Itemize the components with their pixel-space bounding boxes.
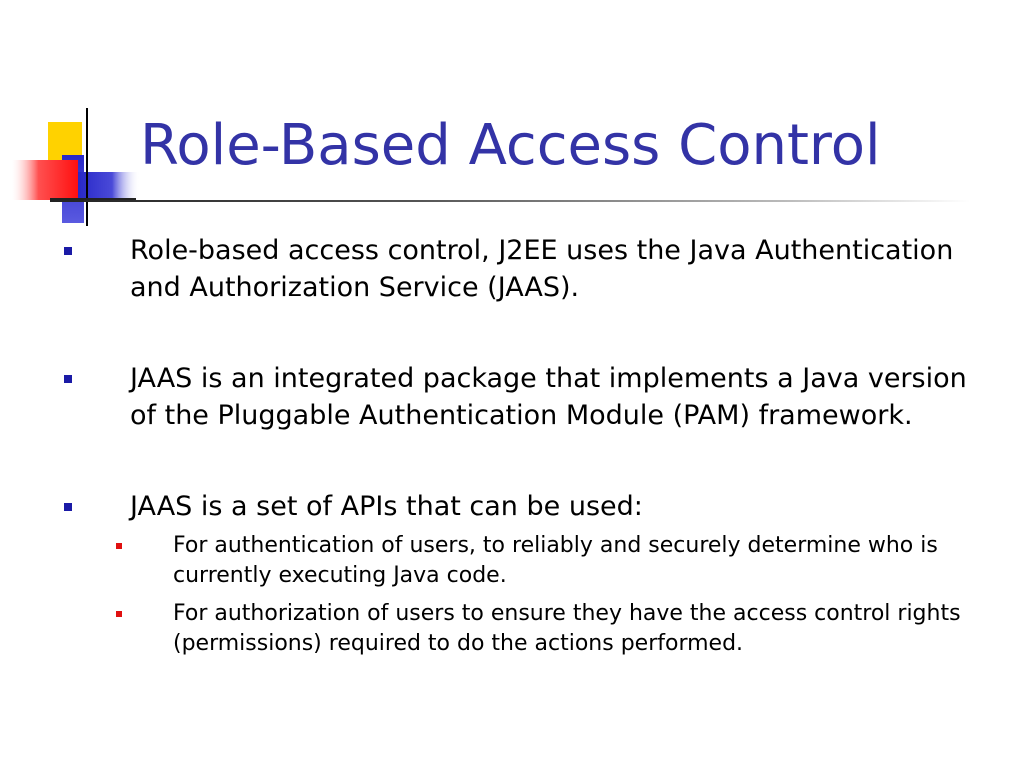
bullet-text: Role-based access control, J2EE uses the Java Authentication and Authorization Service (JAAS). xyxy=(130,235,954,303)
title-divider xyxy=(50,200,970,202)
slide-logo-graphic xyxy=(0,100,140,230)
square-subbullet-icon xyxy=(116,611,122,617)
bullet-text: JAAS is a set of APIs that can be used: xyxy=(130,491,643,522)
subbullet-item xyxy=(173,599,1003,659)
bullet-item xyxy=(130,232,970,306)
square-bullet-icon xyxy=(64,247,72,255)
subbullet-text: For authorization of users to ensure they have the access control rights (permissions) required to do the actions performed. xyxy=(173,601,961,656)
subbullet-text: For authentication of users, to reliably and securely determine who is currently executing Java code. xyxy=(173,533,938,588)
bullet-list xyxy=(0,232,1024,659)
subbullet-item xyxy=(173,531,1003,591)
bullet-text: JAAS is an integrated package that implements a Java version of the Pluggable Authentication Module (PAM) framework. xyxy=(130,363,967,431)
square-bullet-icon xyxy=(64,375,72,383)
square-subbullet-icon xyxy=(116,543,122,549)
square-bullet-icon xyxy=(64,503,72,511)
bullet-item xyxy=(130,360,970,434)
bullet-item xyxy=(130,488,970,525)
slide-title: Role-Based Access Control xyxy=(140,113,881,178)
